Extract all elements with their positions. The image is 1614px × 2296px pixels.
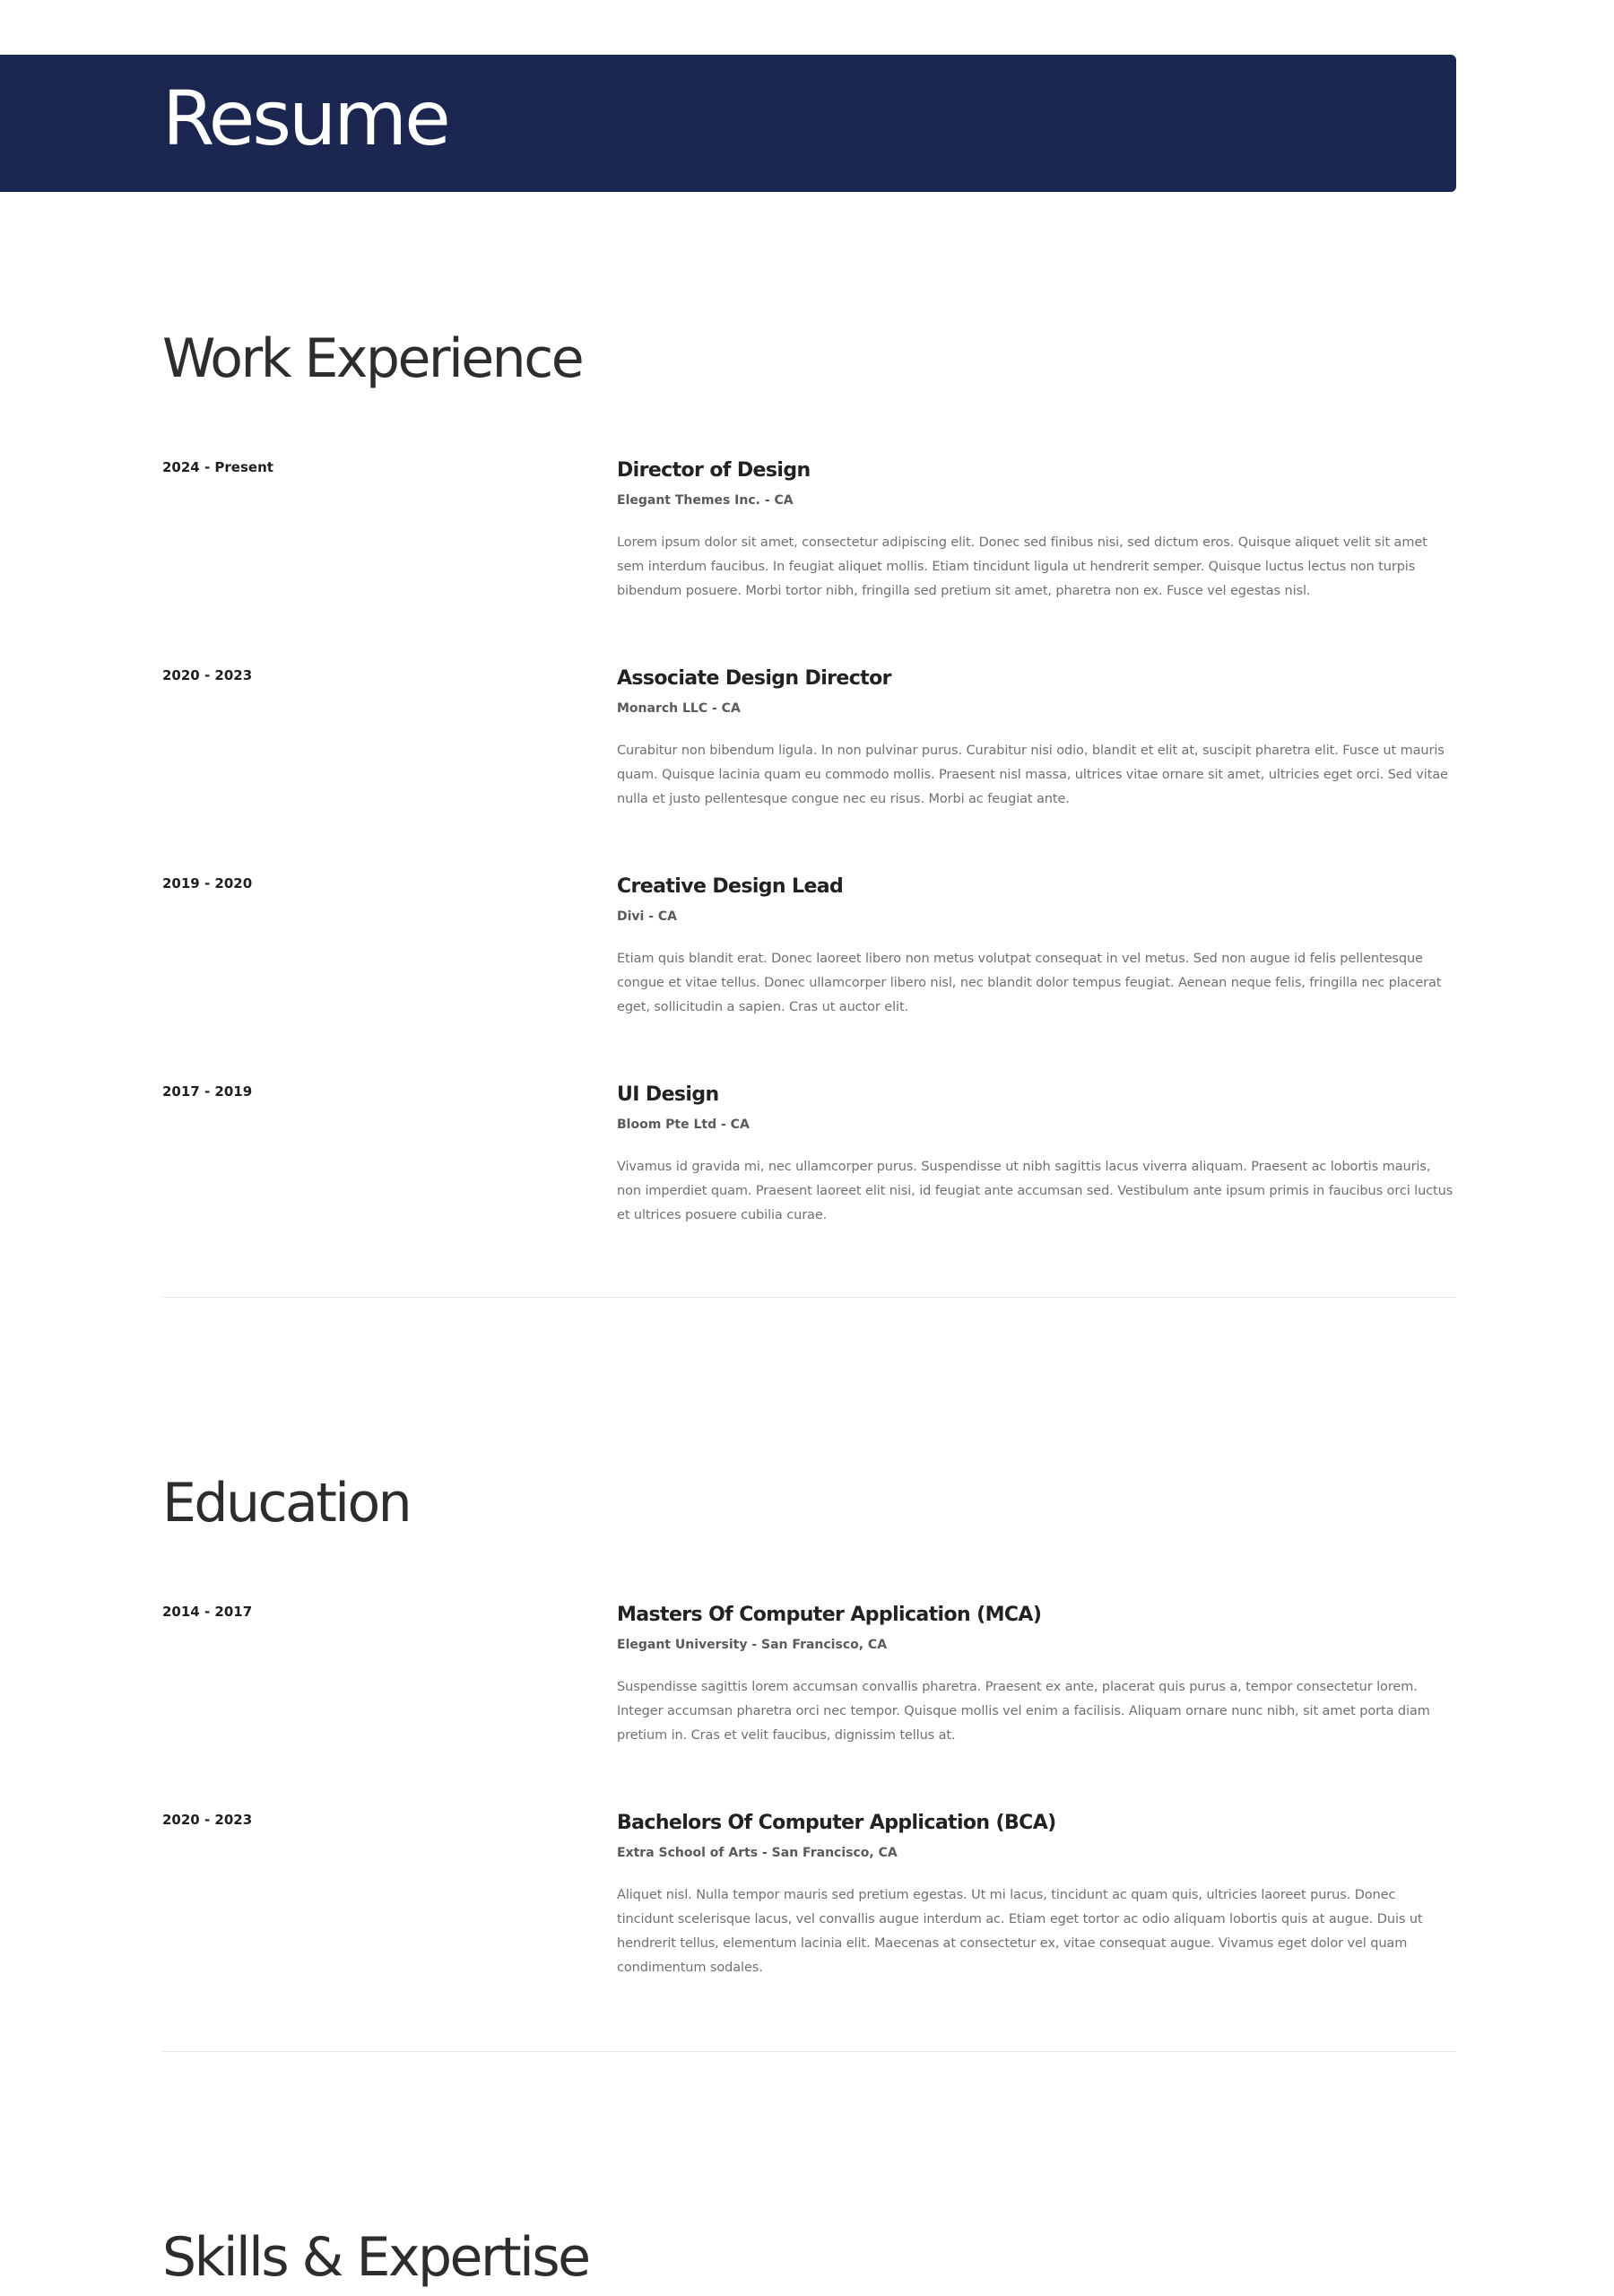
entry-description: Suspendisse sagittis lorem accumsan convallis pharetra. Praesent ex ante, placerat quis purus a, tempor consectetur lorem. Integer accumsan pharetra orci nec tempor. Quisque mollis vel enim a facilisis. Aliquam ornare nunc nibh, sit amet porta diam pretium in. Cras et velit faucibus, dignissim tellus at. — [617, 1680, 1430, 1743]
entry-body — [617, 874, 1456, 1020]
entry-description: Aliquet nisl. Nulla tempor mauris sed pretium egestas. Ut mi lacus, tincidunt ac quam quis, ultricies laoreet purus. Donec tincidunt scelerisque lacus, vel convallis augue interdum ac. Etiam eget tortor ac odio aliquam lobortis quis at augue. Duis ut hendrerit tellus, elementum lacinia elit. Maecenas at consectetur ex, vitae consequat augue. Vivamus eget dolor vel quam condimentum sodales. — [617, 1888, 1423, 1975]
entry-organization: Extra School of Arts - San Francisco, CA — [617, 1846, 898, 1860]
section-divider — [162, 1297, 1456, 1298]
entry-title: Associate Design Director — [617, 667, 891, 690]
entry-body — [617, 1082, 1456, 1228]
section-divider — [162, 2051, 1456, 2052]
entry-body — [617, 1810, 1456, 1980]
page-title: Resume — [162, 74, 448, 162]
entry-description: Curabitur non bibendum ligula. In non pulvinar purus. Curabitur nisi odio, blandit et elit at, suscipit pharetra elit. Fusce ut mauris quam. Quisque lacinia quam eu commodo mollis. Praesent nisl massa, ultrices vitae ornare sit amet, ultricies eget orci. Sed vitae nulla et justo pellentesque congue nec eu risus. Morbi ac feugiat ante. — [617, 744, 1448, 806]
entry-title: Masters Of Computer Application (MCA) — [617, 1604, 1042, 1626]
entry-dates: 2014 - 2017 — [162, 1604, 253, 1620]
entry-body — [617, 665, 1456, 812]
entry-organization: Monarch LLC - CA — [617, 701, 741, 716]
education-section — [162, 1467, 1456, 2032]
entry-description: Lorem ipsum dolor sit amet, consectetur adipiscing elit. Donec sed finibus nisi, sed dictum eros. Quisque aliquet velit sit amet sem interdum faucibus. In feugiat aliquet mollis. Etiam tincidunt ligula ut hendrerit semper. Quisque luctus lectus non turpis bibendum posuere. Morbi tortor nibh, fringilla sed pretium sit amet, pharetra non ex. Fusce vel egestas nisl. — [617, 535, 1427, 598]
entry-dates: 2024 - Present — [162, 459, 273, 475]
entry-organization: Divi - CA — [617, 909, 678, 924]
entry-organization: Elegant Themes Inc. - CA — [617, 493, 794, 508]
education-heading: Education — [162, 1472, 411, 1535]
entry-dates: 2019 - 2020 — [162, 875, 253, 891]
entry-title: Creative Design Lead — [617, 875, 844, 898]
entry-organization: Bloom Pte Ltd - CA — [617, 1118, 750, 1132]
entry-organization: Elegant University - San Francisco, CA — [617, 1638, 888, 1652]
entry-title: Bachelors Of Computer Application (BCA) — [617, 1812, 1056, 1834]
entry-description: Etiam quis blandit erat. Donec laoreet libero non metus volutpat consequat in vel metus. Sed non augue id felis pellentesque congue et vitae tellus. Donec ullamcorper libero nisl, nec blandit dolor tempus feugiat. Aenean neque felis, fringilla nec placerat eget, sollicitudin a sapien. Cras ut auctor elit. — [617, 952, 1442, 1014]
skills-section — [162, 2222, 1456, 2296]
entry-dates: 2017 - 2019 — [162, 1083, 253, 1100]
work-experience-heading: Work Experience — [162, 327, 583, 390]
skills-heading: Skills & Expertise — [162, 2226, 589, 2289]
entry-description: Vivamus id gravida mi, nec ullamcorper purus. Suspendisse ut nibh sagittis lacus viverra aliquam. Praesent ac lobortis mauris, non imperdiet quam. Praesent laoreet elit nisi, id feugiat ante accumsan sed. Vestibulum ante ipsum primis in faucibus orci luctus et ultrices posuere cubilia curae. — [617, 1160, 1453, 1222]
entry-dates: 2020 - 2023 — [162, 667, 253, 683]
entry-body — [617, 457, 1456, 604]
entry-dates: 2020 - 2023 — [162, 1812, 253, 1828]
entry-body — [617, 1602, 1456, 1748]
work-experience-section — [162, 323, 1456, 1229]
entry-title: Director of Design — [617, 459, 811, 482]
resume-banner — [0, 55, 1456, 192]
entry-title: UI Design — [617, 1083, 719, 1106]
